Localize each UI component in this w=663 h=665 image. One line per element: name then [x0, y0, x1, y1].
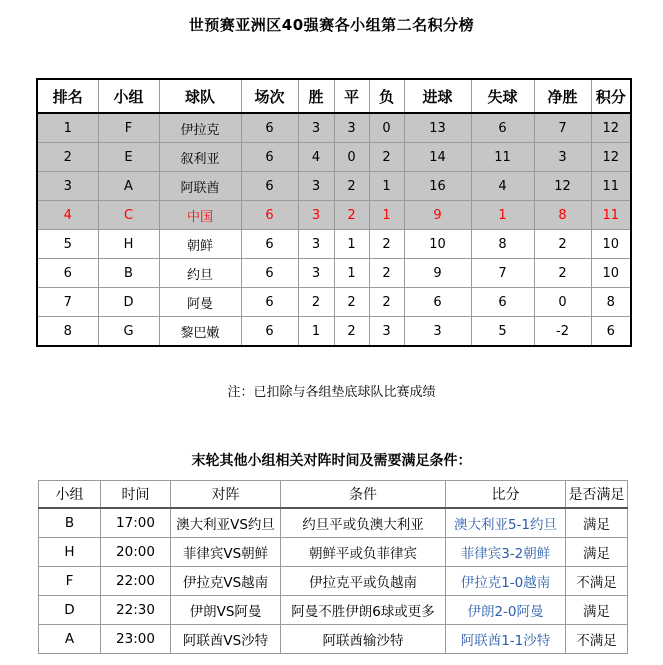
- cell-played: 6: [241, 201, 298, 230]
- cell-points: 12: [591, 113, 631, 143]
- fixtures-table-container: [38, 480, 627, 654]
- column-header-goals-against: 失球: [471, 79, 534, 113]
- column-header-time: 时间: [101, 481, 171, 509]
- table-row: [39, 538, 628, 567]
- table-row: [37, 288, 631, 317]
- fixtures-section-title: 末轮其他小组相关对阵时间及需要满足条件：: [191, 453, 472, 469]
- cell-goal-diff: 0: [534, 288, 591, 317]
- cell-loss: 3: [369, 317, 404, 347]
- cell-points: 10: [591, 259, 631, 288]
- cell-rank: 6: [37, 259, 98, 288]
- cell-win: 3: [298, 259, 334, 288]
- cell-satisfied: 满足: [566, 508, 628, 538]
- cell-points: 10: [591, 230, 631, 259]
- cell-group: D: [39, 596, 101, 625]
- cell-played: 6: [241, 317, 298, 347]
- cell-satisfied: 满足: [566, 538, 628, 567]
- column-header-rank: 排名: [37, 79, 98, 113]
- cell-team: 阿联酋: [159, 172, 241, 201]
- cell-win: 3: [298, 201, 334, 230]
- cell-goals-against: 7: [471, 259, 534, 288]
- cell-played: 6: [241, 172, 298, 201]
- cell-time: 22:30: [101, 596, 171, 625]
- cell-goals-for: 9: [404, 201, 471, 230]
- cell-draw: 2: [334, 201, 369, 230]
- cell-win: 3: [298, 230, 334, 259]
- standings-note: 注：已扣除与各组垫底球队比赛成绩: [227, 385, 436, 400]
- cell-goals-for: 16: [404, 172, 471, 201]
- cell-goals-for: 10: [404, 230, 471, 259]
- cell-goals-for: 14: [404, 143, 471, 172]
- cell-loss: 0: [369, 113, 404, 143]
- cell-group: D: [98, 288, 159, 317]
- cell-group: A: [39, 625, 101, 654]
- column-header-score: 比分: [446, 481, 566, 509]
- standings-table-container: [36, 78, 630, 347]
- cell-goals-against: 8: [471, 230, 534, 259]
- cell-goal-diff: 8: [534, 201, 591, 230]
- cell-loss: 2: [369, 288, 404, 317]
- cell-draw: 1: [334, 230, 369, 259]
- cell-time: 22:00: [101, 567, 171, 596]
- cell-score[interactable]: [446, 567, 566, 596]
- cell-rank: 2: [37, 143, 98, 172]
- column-header-win: 胜: [298, 79, 334, 113]
- cell-team: 朝鲜: [159, 230, 241, 259]
- cell-condition: 约旦平或负澳大利亚: [281, 508, 446, 538]
- table-row: [37, 113, 631, 143]
- cell-matchup: 伊朗VS阿曼: [171, 596, 281, 625]
- cell-time: 23:00: [101, 625, 171, 654]
- cell-score[interactable]: [446, 596, 566, 625]
- column-header-satisfied: 是否满足: [566, 481, 628, 509]
- cell-team: 阿曼: [159, 288, 241, 317]
- column-header-goal-diff: 净胜: [534, 79, 591, 113]
- cell-goal-diff: 2: [534, 259, 591, 288]
- score-link[interactable]: 菲律宾3-2朝鲜: [460, 546, 551, 562]
- table-row: [37, 317, 631, 347]
- cell-played: 6: [241, 113, 298, 143]
- cell-group: A: [98, 172, 159, 201]
- cell-played: 6: [241, 230, 298, 259]
- cell-group: B: [98, 259, 159, 288]
- cell-goals-against: 6: [471, 113, 534, 143]
- cell-matchup: 阿联酋VS沙特: [171, 625, 281, 654]
- cell-condition: 朝鲜平或负菲律宾: [281, 538, 446, 567]
- cell-group: H: [39, 538, 101, 567]
- column-header-team: 球队: [159, 79, 241, 113]
- cell-goals-for: 9: [404, 259, 471, 288]
- column-header-loss: 负: [369, 79, 404, 113]
- score-link[interactable]: 伊朗2-0阿曼: [467, 604, 544, 620]
- cell-satisfied: 不满足: [566, 625, 628, 654]
- cell-goal-diff: 7: [534, 113, 591, 143]
- cell-goals-for: 3: [404, 317, 471, 347]
- cell-draw: 1: [334, 259, 369, 288]
- cell-group: E: [98, 143, 159, 172]
- cell-draw: 2: [334, 288, 369, 317]
- standings-table-body: [37, 113, 631, 346]
- cell-loss: 2: [369, 259, 404, 288]
- cell-rank: 7: [37, 288, 98, 317]
- cell-points: 8: [591, 288, 631, 317]
- cell-time: 17:00: [101, 508, 171, 538]
- cell-goal-diff: -2: [534, 317, 591, 347]
- table-row: [37, 230, 631, 259]
- cell-goals-for: 6: [404, 288, 471, 317]
- table-row-highlighted: [37, 201, 631, 230]
- cell-points: 11: [591, 201, 631, 230]
- cell-rank: 4: [37, 201, 98, 230]
- cell-matchup: 伊拉克VS越南: [171, 567, 281, 596]
- cell-team: 伊拉克: [159, 113, 241, 143]
- cell-loss: 2: [369, 230, 404, 259]
- fixtures-table: [38, 480, 628, 654]
- column-header-group: 小组: [98, 79, 159, 113]
- cell-group: H: [98, 230, 159, 259]
- cell-loss: 1: [369, 172, 404, 201]
- cell-points: 12: [591, 143, 631, 172]
- column-header-condition: 条件: [281, 481, 446, 509]
- cell-rank: 1: [37, 113, 98, 143]
- column-header-matchup: 对阵: [171, 481, 281, 509]
- table-row: [39, 508, 628, 538]
- cell-points: 6: [591, 317, 631, 347]
- table-header-row: [39, 481, 628, 509]
- fixtures-table-body: [39, 508, 628, 654]
- cell-goal-diff: 12: [534, 172, 591, 201]
- cell-win: 2: [298, 288, 334, 317]
- table-row: [37, 259, 631, 288]
- cell-win: 3: [298, 113, 334, 143]
- cell-goals-against: 6: [471, 288, 534, 317]
- standings-table: [36, 78, 632, 347]
- cell-satisfied: 不满足: [566, 567, 628, 596]
- cell-loss: 2: [369, 143, 404, 172]
- cell-rank: 8: [37, 317, 98, 347]
- cell-condition: 伊拉克平或负越南: [281, 567, 446, 596]
- cell-goals-against: 4: [471, 172, 534, 201]
- cell-win: 1: [298, 317, 334, 347]
- score-link[interactable]: 澳大利亚5-1约旦: [453, 517, 558, 533]
- cell-points: 11: [591, 172, 631, 201]
- cell-score[interactable]: [446, 625, 566, 654]
- table-row: [39, 625, 628, 654]
- cell-draw: 3: [334, 113, 369, 143]
- cell-draw: 2: [334, 172, 369, 201]
- cell-score[interactable]: [446, 538, 566, 567]
- cell-group: C: [98, 201, 159, 230]
- column-header-group: 小组: [39, 481, 101, 509]
- cell-win: 3: [298, 172, 334, 201]
- cell-goals-against: 11: [471, 143, 534, 172]
- cell-team: 中国: [159, 201, 241, 230]
- cell-loss: 1: [369, 201, 404, 230]
- cell-condition: 阿联酋输沙特: [281, 625, 446, 654]
- cell-goals-for: 13: [404, 113, 471, 143]
- score-link[interactable]: 阿联酋1-1沙特: [460, 633, 551, 649]
- cell-satisfied: 满足: [566, 596, 628, 625]
- cell-rank: 5: [37, 230, 98, 259]
- fixtures-table-header: [39, 481, 628, 509]
- cell-played: 6: [241, 288, 298, 317]
- column-header-draw: 平: [334, 79, 369, 113]
- cell-matchup: 菲律宾VS朝鲜: [171, 538, 281, 567]
- table-header-row: [37, 79, 631, 113]
- table-row: [39, 596, 628, 625]
- cell-goals-against: 5: [471, 317, 534, 347]
- cell-group: F: [39, 567, 101, 596]
- cell-played: 6: [241, 143, 298, 172]
- cell-draw: 2: [334, 317, 369, 347]
- cell-played: 6: [241, 259, 298, 288]
- cell-group: F: [98, 113, 159, 143]
- cell-condition: 阿曼不胜伊朗6球或更多: [281, 596, 446, 625]
- cell-goal-diff: 2: [534, 230, 591, 259]
- cell-time: 20:00: [101, 538, 171, 567]
- table-row: [37, 172, 631, 201]
- page-title: 世预赛亚洲区40强赛各小组第二名积分榜: [188, 16, 475, 34]
- cell-team: 黎巴嫩: [159, 317, 241, 347]
- cell-matchup: 澳大利亚VS约旦: [171, 508, 281, 538]
- score-link[interactable]: 伊拉克1-0越南: [460, 575, 551, 591]
- cell-goals-against: 1: [471, 201, 534, 230]
- column-header-points: 积分: [591, 79, 631, 113]
- column-header-played: 场次: [241, 79, 298, 113]
- cell-team: 约旦: [159, 259, 241, 288]
- cell-draw: 0: [334, 143, 369, 172]
- table-row: [37, 143, 631, 172]
- table-row: [39, 567, 628, 596]
- cell-group: G: [98, 317, 159, 347]
- cell-rank: 3: [37, 172, 98, 201]
- cell-team: 叙利亚: [159, 143, 241, 172]
- column-header-goals-for: 进球: [404, 79, 471, 113]
- standings-table-header: [37, 79, 631, 113]
- cell-goal-diff: 3: [534, 143, 591, 172]
- cell-score[interactable]: [446, 508, 566, 538]
- cell-win: 4: [298, 143, 334, 172]
- cell-group: B: [39, 508, 101, 538]
